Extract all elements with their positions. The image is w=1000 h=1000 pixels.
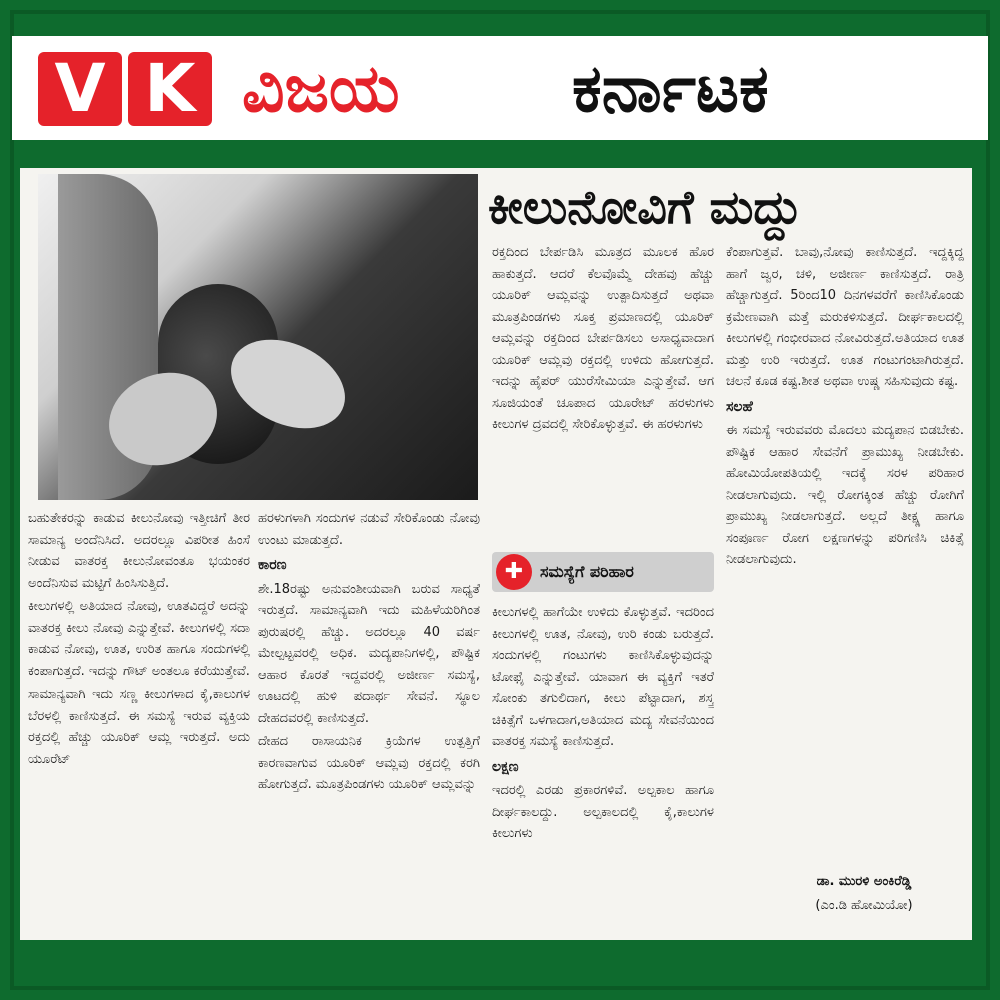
paragraph: ರಕ್ತದಿಂದ ಬೇರ್ಪಡಿಸಿ ಮೂತ್ರದ ಮೂಲಕ ಹೊರ ಹಾಕುತ್ತದೆ. ಆದರೆ ಕೆಲವೊಮ್ಮೆ ದೇಹವು ಹೆಚ್ಚು ಯೂರಿಕ್ ಆಮ್ಲವನ್ನು ಉತ್ಪಾದಿಸುತ್ತದೆ ಅಥವಾ ಮೂತ್ರಪಿಂಡಗಳು ಸೂಕ್ತ ಪ್ರಮಾಣದಲ್ಲಿ ಯೂರಿಕ್ ಆಮ್ಲವನ್ನು ರಕ್ತದಿಂದ ಬೇರ್ಪಡಿಸಲು ಅಸಾಧ್ಯವಾದಾಗ ಯೂರಿಕ್ ಆಮ್ಲವು ರಕ್ತದಲ್ಲಿ ಉಳಿದು ಹೋಗುತ್ತದೆ. ಇದನ್ನು ಹೈಪರ್ ಯುರೆಸೇಮಿಯಾ ಎನ್ನುತ್ತೇವೆ. ಆಗ ಸೂಜಿಯಂತೆ ಚೂಪಾದ ಯೂರೇಟ್ ಹರಳುಗಳು ಕೀಲುಗಳ ದ್ರವದಲ್ಲಿ ಸೇರಿಕೊಳ್ಳುತ್ತವೆ. ಈ ಹರಳುಗಳು [492, 245, 714, 432]
solution-tag-label: ಸಮಸ್ಯೆಗೆ ಪರಿಹಾರ [540, 562, 634, 581]
vk-logo [38, 52, 212, 126]
masthead-title-black: ಕರ್ನಾಟಕ [572, 50, 769, 127]
paragraph: ಸಾಮಾನ್ಯವಾಗಿ ಇದು ಸಣ್ಣ ಕೀಲುಗಳಾದ ಕೈ,ಕಾಲುಗಳ ಬೆರಳಲ್ಲಿ ಕಾಣಿಸುತ್ತದೆ. ಈ ಸಮಸ್ಯೆ ಇರುವ ವ್ಯಕ್ತಿಯ ರಕ್ತದಲ್ಲಿ ಹೆಚ್ಚು ಯೂರಿಕ್ ಆಮ್ಲ ಇರುತ್ತದೆ. ಅದು ಯೂರೆಟ್ [28, 687, 250, 767]
masthead [12, 36, 988, 140]
paragraph: ಈ ಸಮಸ್ಯೆ ಇರುವವರು ಮೊದಲು ಮದ್ಯಪಾನ ಬಿಡಬೇಕು. ಪೌಷ್ಟಿಕ ಆಹಾರ ಸೇವನೆಗೆ ಪ್ರಾಮುಖ್ಯ ನೀಡಬೇಕು. ಹೋಮಿಯೋಪತಿಯಲ್ಲಿ ಇದಕ್ಕೆ ಸರಳ ಪರಿಹಾರ ನೀಡಲಾಗುವುದು. ಇಲ್ಲಿ ರೋಗಕ್ಕಿಂತ ಹೆಚ್ಚು ರೋಗಿಗೆ ಪ್ರಾಮುಖ್ಯ ನೀಡಲಾಗುತ್ತದೆ. ಅಲ್ಲದೆ ತೀಕ್ಷ್ಣ ಹಾಗೂ ಸಂಪೂರ್ಣ ರೋಗ ಲಕ್ಷಣಗಳನ್ನು ಪರಿಗಣಿಸಿ ಚಿಕಿತ್ಸೆ ನೀಡಲಾಗುವುದು. [726, 423, 964, 567]
section-heading-symptoms: ಲಕ್ಷಣ [492, 758, 519, 775]
paragraph: ಹರಳುಗಳಾಗಿ ಸಂದುಗಳ ನಡುವೆ ಸೇರಿಕೊಂಡು ನೋವು ಉಂಟು ಮಾಡುತ್ತದೆ. [258, 511, 480, 548]
masthead-title-red: ವಿಜಯ [242, 50, 400, 127]
section-heading-cause: ಕಾರಣ [258, 557, 287, 573]
paragraph: ಕೀಲುಗಳಲ್ಲಿ ಅತಿಯಾದ ನೋವು, ಊತವಿದ್ದರೆ ಅದನ್ನು ವಾತರಕ್ತ ಕೀಲು ನೋವು ಎನ್ನುತ್ತೇವೆ. ಕೀಲುಗಳಲ್ಲಿ ಸದಾ ಕಾಡುವ ನೋವು, ಊತ, ಉರಿತ ಹಾಗೂ ಸಂದುಗಳಲ್ಲಿ ಕಂಪಾಗುತ್ತದೆ. ಇದನ್ನು ಗೌಟ್ ಅಂತಲೂ ಕರೆಯುತ್ತೇವೆ. [28, 599, 250, 679]
logo-letter-v: V [38, 52, 122, 126]
paragraph: ಶೇ.18ರಷ್ಟು ಅನುವಂಶೀಯವಾಗಿ ಬರುವ ಸಾಧ್ಯತೆ ಇರುತ್ತದೆ. ಸಾಮಾನ್ಯವಾಗಿ ಇದು ಮಹಿಳೆಯರಿಗಿಂತ ಪುರುಷರಲ್ಲಿ ಹೆಚ್ಚು. ಅದರಲ್ಲೂ 40 ವರ್ಷ ಮೇಲ್ಪಟ್ಟವರಲ್ಲಿ ಅಧಿಕ. ಮದ್ಯಪಾನಿಗಳಲ್ಲಿ, ಪೌಷ್ಟಿಕ ಆಹಾರ ಕೊರತೆ ಇದ್ದವರಲ್ಲಿ ಅಜೀರ್ಣ ಸಮಸ್ಯೆ, ಊಟದಲ್ಲಿ ಹುಳಿ ಪದಾರ್ಥ ಸೇವನೆ. ಸ್ಥೂಲ ದೇಹದವರಲ್ಲಿ ಕಾಣಿಸುತ್ತದೆ. [258, 581, 480, 726]
article-column-3-continued [492, 602, 714, 936]
article-column-1 [28, 508, 250, 928]
paragraph: ಬಹುತೇಕರನ್ನು ಕಾಡುವ ಕೀಲುನೋವು ಇತ್ತೀಚಿಗೆ ತೀರ ಸಾಮಾನ್ಯ ಅಂದೆನಿಸಿದೆ. ಅದರಲ್ಲೂ ವಿಪರೀತ ಹಿಂಸೆ ನೀಡುವ ವಾತರಕ್ತ ಕೀಲುನೋವಂತೂ ಭಯಂಕರ ಅಂದೆನಿಸುವ ಮಟ್ಟಿಗೆ ಹಿಂಸಿಸುತ್ತಿದೆ. [28, 511, 250, 591]
paragraph: ಕೆಂಪಾಗುತ್ತವೆ. ಬಾವು,ನೋವು ಕಾಣಿಸುತ್ತದೆ. ಇದ್ದಕ್ಕಿದ್ದ ಹಾಗೆ ಜ್ವರ, ಚಳಿ, ಅಜೀರ್ಣ ಕಾಣಿಸುತ್ತದೆ. ರಾತ್ರಿ ಹೆಚ್ಚಾಗುತ್ತದೆ. 5ರಿಂದ10 ದಿನಗಳವರೆಗೆ ಕಾಣಿಸಿಕೊಂಡು ಕ್ರಮೇಣವಾಗಿ ಮತ್ತೆ ಮರುಕಳಿಸುತ್ತದೆ. ದೀರ್ಘಕಾಲದಲ್ಲಿ ಕೀಲುಗಳಲ್ಲಿ ಗಂಭೀರವಾದ ನೋವಿರುತ್ತದೆ.ಅತಿಯಾದ ಊತ ಮತ್ತು ಉರಿ ಇರುತ್ತದೆ. ಊತ ಗಂಟುಗಂಟಾಗಿರುತ್ತದೆ. ಚಲನೆ ಕೂಡ ಕಷ್ಟ.ಶೀತ ಅಥವಾ ಉಷ್ಣ ಸಹಿಸುವುದು ಕಷ್ಟ. [726, 245, 964, 389]
article-column-4 [726, 242, 964, 782]
author-name: ಡಾ. ಮುರಳಿ ಅಂಕಿರೆಡ್ಡಿ [816, 874, 912, 889]
knee-pain-photo [38, 174, 478, 500]
author-title: (ಎಂ.ಡಿ ಹೋಮಿಯೋ) [815, 898, 913, 913]
paragraph: ಇದರಲ್ಲಿ ಎರಡು ಪ್ರಕಾರಗಳಿವೆ. ಅಲ್ಪಕಾಲ ಹಾಗೂ ದೀರ್ಘಕಾಲದ್ದು. ಅಲ್ಪಕಾಲದಲ್ಲಿ ಕೈ,ಕಾಲುಗಳ ಕೀಲುಗಳು [492, 783, 714, 841]
article-column-3 [492, 242, 714, 542]
solution-tag [492, 552, 714, 592]
logo-letter-k: K [128, 52, 212, 126]
paragraph: ದೇಹದ ರಾಸಾಯನಿಕ ಕ್ರಿಯೆಗಳ ಉತ್ಪತ್ತಿಗೆ ಕಾರಣವಾಗುವ ಯೂರಿಕ್ ಆಮ್ಲವು ರಕ್ತದಲ್ಲಿ ಕರಗಿ ಹೋಗುತ್ತದೆ. ಮೂತ್ರಪಿಂಡಗಳು ಯೂರಿಕ್ ಆಮ್ಲವನ್ನು [258, 734, 480, 792]
author-byline [764, 870, 964, 918]
newspaper-clipping [20, 168, 972, 940]
heart-icon: ✚ [496, 554, 532, 590]
article-headline: ಕೀಲುನೋವಿಗೆ ಮದ್ದು [488, 180, 802, 234]
paragraph: ಕೀಲುಗಳಲ್ಲಿ ಹಾಗೆಯೇ ಉಳಿದು ಕೊಳ್ಳುತ್ತವೆ. ಇದರಿಂದ ಕೀಲುಗಳಲ್ಲಿ ಊತ, ನೋವು, ಉರಿ ಕಂಡು ಬರುತ್ತದೆ. ಸಂದುಗಳಲ್ಲಿ ಗಂಟುಗಳು ಕಾಣಿಸಿಕೊಳ್ಳುವುದನ್ನು ಟೋಫೈ ಎನ್ನುತ್ತೇವೆ. ಯಾವಾಗ ಈ ವ್ಯಕ್ತಿಗೆ ಇತರೆ ಸೋಂಕು ತಗುಲಿದಾಗ, ಕೀಲು ಪೆಟ್ಟಾದಾಗ, ಶಸ್ತ್ರ ಚಿಕಿತ್ಸೆಗೆ ಒಳಗಾದಾಗ,ಅತಿಯಾದ ಮದ್ಯ ಸೇವನೆಯಿಂದ ವಾತರಕ್ತ ಸಮಸ್ಯೆ ಕಾಣಿಸುತ್ತದೆ. [492, 605, 714, 749]
article-column-2 [258, 508, 480, 928]
section-heading-advice: ಸಲಹೆ [726, 398, 753, 415]
